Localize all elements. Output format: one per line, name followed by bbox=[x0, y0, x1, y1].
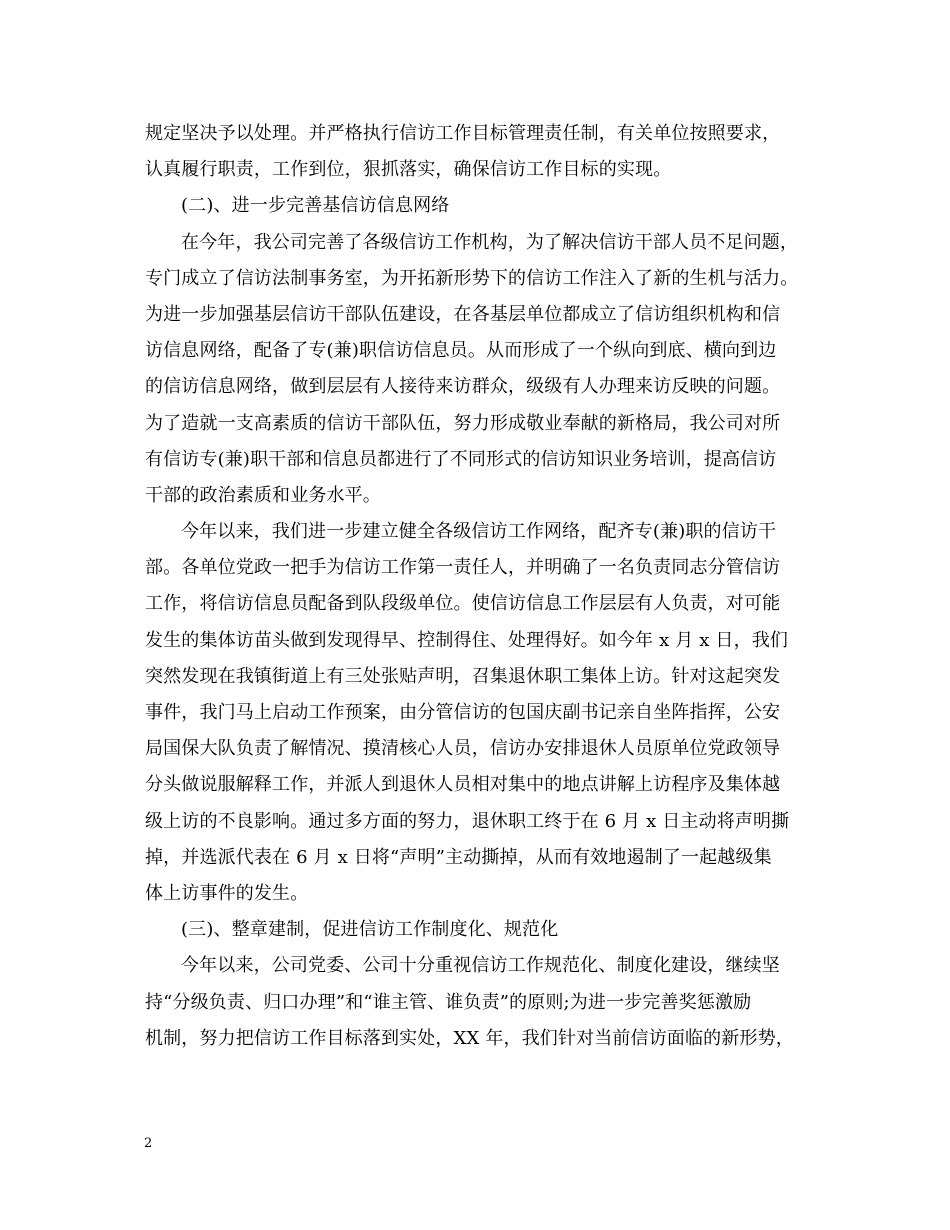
text-line: 级上访的不良影响。通过多方面的努力，退休职工终于在 6 月 x 日主动将声明撕 bbox=[145, 810, 790, 832]
text-line: 掉，并选派代表在 6 月 x 日将“声明”主动撕掉，从而有效地遏制了一起越级集 bbox=[145, 846, 772, 868]
text-line: 部。各单位党政一把手为信访工作第一责任人，并明确了一名负责同志分管信访 bbox=[145, 557, 781, 579]
text-line: 访信息网络，配备了专(兼)职信访信息员。从而形成了一个纵向到底、横向到边 bbox=[145, 340, 777, 362]
text-line: 在今年，我公司完善了各级信访工作机构，为了解决信访干部人员不足问题， bbox=[181, 231, 799, 253]
text-line: 事件，我门马上启动工作预案，由分管信访的包国庆副书记亲自坐阵指挥，公安 bbox=[145, 702, 781, 723]
page-number: 2 bbox=[144, 1136, 153, 1151]
text-line: 的信访信息网络，做到层层有人接待来访群众，级级有人办理来访反映的问题。 bbox=[145, 376, 781, 398]
text-line: 突然发现在我镇街道上有三处张贴声明，召集退休职工集体上访。针对这起突发 bbox=[145, 665, 781, 687]
text-line: 今年以来，公司党委、公司十分重视信访工作规范化、制度化建设，继续坚 bbox=[181, 955, 780, 977]
text-line: 专门成立了信访法制事务室，为开拓新形势下的信访工作注入了新的生机与活力。 bbox=[145, 267, 799, 289]
text-line: 发生的集体访苗头做到发现得早、控制得住、处理得好。如今年 x 月 x 日，我们 bbox=[145, 629, 789, 651]
text-line: 工作，将信访信息员配备到队段级单位。使信访信息工作层层有人负责，对可能 bbox=[145, 593, 781, 615]
section-heading: (二)、进一步完善基信访信息网络 bbox=[181, 195, 450, 217]
text-line: 机制，努力把信访工作目标落到实处，XX 年，我们针对当前信访面临的新形势， bbox=[145, 1027, 794, 1049]
text-line: 局国保大队负责了解情况、摸清核心人员，信访办安排退休人员原单位党政领导 bbox=[145, 738, 781, 760]
section-heading: (三)、整章建制，促进信访工作制度化、规范化 bbox=[181, 919, 559, 941]
text-line: 体上访事件的发生。 bbox=[145, 882, 309, 904]
text-line: 为进一步加强基层信访干部队伍建设，在各基层单位都成立了信访组织机构和信 bbox=[145, 303, 781, 325]
text-line: 为了造就一支高素质的信访干部队伍，努力形成敬业奉献的新格局，我公司对所 bbox=[145, 412, 781, 434]
text-line: 规定坚决予以处理。并严格执行信访工作目标管理责任制，有关单位按照要求， bbox=[145, 123, 781, 144]
text-line: 持“分级负责、归口办理”和“谁主管、谁负责”的原则;为进一步完善奖惩激励 bbox=[145, 991, 752, 1013]
text-line: 分头做说服解释工作，并派人到退休人员相对集中的地点讲解上访程序及集体越 bbox=[145, 774, 781, 796]
text-line: 有信访专(兼)职干部和信息员都进行了不同形式的信访知识业务培训，提高信访 bbox=[145, 448, 777, 470]
body-text bbox=[145, 116, 810, 1057]
text-line: 干部的政治素质和业务水平。 bbox=[145, 484, 381, 506]
text-line: 今年以来，我们进一步建立健全各级信访工作网络，配齐专(兼)职的信访干 bbox=[181, 521, 777, 543]
text-line: 认真履行职责，工作到位，狠抓落实，确保信访工作目标的实现。 bbox=[145, 159, 672, 181]
